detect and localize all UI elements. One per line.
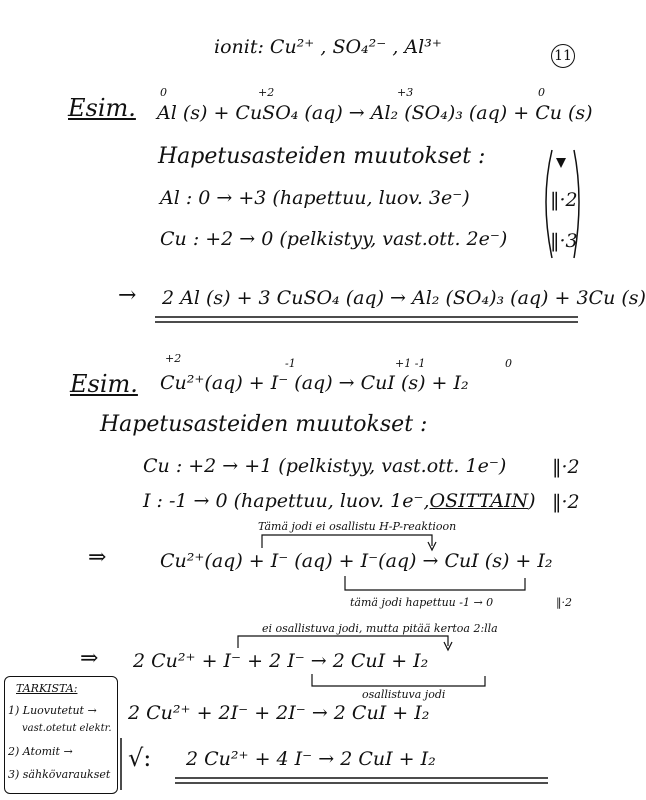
- ions-header: ionit: Cu²⁺ , SO₄²⁻ , Al³⁺: [214, 36, 442, 58]
- line-i-end: ): [528, 490, 536, 512]
- ox-cu: +2: [258, 86, 275, 99]
- example1-arrow: →: [118, 283, 137, 308]
- ox-i2-e2: 0: [505, 357, 512, 370]
- note-oxidized: tämä jodi hapettuu -1 → 0: [350, 596, 494, 609]
- step1-equation: Cu²⁺(aq) + I⁻ (aq) + I⁻(aq) → CuI (s) + I₂: [160, 550, 553, 572]
- example2-line-cu: Cu : +2 → +1 (pelkistyy, vast.ott. 1e⁻): [143, 455, 507, 477]
- note-not-participating: Tämä jodi ei osallistu H-P-reaktioon: [258, 520, 457, 533]
- example1-mult-al: ‖·2: [550, 189, 578, 211]
- example1-heading: Hapetusasteiden muutokset :: [158, 144, 486, 169]
- step2-equation: 2 Cu²⁺ + I⁻ + 2 I⁻ → 2 CuI + I₂: [133, 650, 429, 672]
- ox-al2: +3: [397, 86, 414, 99]
- ox-cu-e2: +2: [165, 352, 182, 365]
- line-i-osittain: OSITTAIN: [429, 490, 529, 512]
- step1-arrow: ⇒: [88, 545, 107, 570]
- example2-label: Esim.: [70, 370, 138, 398]
- example1-label: Esim.: [68, 94, 136, 122]
- bracket-right: [574, 150, 579, 258]
- example1-line-al: Al : 0 → +3 (hapettuu, luov. 3e⁻): [160, 187, 470, 209]
- checklist-title: TARKISTA:: [16, 682, 78, 695]
- checklist-item1: 1) Luovutetut →: [8, 704, 97, 717]
- ox-al: 0: [160, 86, 167, 99]
- bracket-step2-bottom: [312, 674, 485, 686]
- example2-mult-cu: ‖·2: [552, 456, 580, 478]
- checklist-item3: 3) sähkövaraukset: [8, 768, 111, 781]
- check-mark-icon: [556, 158, 566, 168]
- note-mult: ‖·2: [556, 596, 572, 609]
- example2-heading: Hapetusasteiden muutokset :: [100, 412, 428, 437]
- final-equation: 2 Cu²⁺ + 4 I⁻ → 2 CuI + I₂: [186, 748, 436, 770]
- note-participating: osallistuva jodi: [362, 688, 446, 701]
- page-number: 11: [551, 44, 575, 68]
- example1-reaction: Al (s) + CuSO₄ (aq) → Al₂ (SO₄)₃ (aq) + Cu (s): [157, 102, 593, 124]
- bracket-bottom: [345, 576, 525, 590]
- bracket-left: [546, 150, 552, 258]
- example2-mult-i: ‖·2: [552, 491, 580, 513]
- step2-arrow: ⇒: [80, 646, 99, 671]
- note-multiply-two: ei osallistuva jodi, mutta pitää kertoa 2:lla: [262, 622, 498, 635]
- checklist-item2: 2) Atomit →: [8, 745, 73, 758]
- example2-reaction: Cu²⁺(aq) + I⁻ (aq) → CuI (s) + I₂: [160, 372, 469, 394]
- example1-mult-cu: ‖·3: [550, 230, 578, 252]
- step3-equation: 2 Cu²⁺ + 2I⁻ + 2I⁻ → 2 CuI + I₂: [128, 702, 430, 724]
- bracket-step2-top: [238, 636, 448, 648]
- final-check: √:: [128, 744, 152, 772]
- bracket-top: [262, 535, 432, 548]
- example1-balanced: 2 Al (s) + 3 CuSO₄ (aq) → Al₂ (SO₄)₃ (aq) + 3Cu (s): [162, 287, 646, 309]
- ox-cui-e2: +1 -1: [395, 357, 426, 370]
- ox-cu2: 0: [538, 86, 545, 99]
- example1-line-cu: Cu : +2 → 0 (pelkistyy, vast.ott. 2e⁻): [160, 228, 508, 250]
- ox-i-e2: -1: [285, 357, 296, 370]
- checklist-item1b: vast.otetut elektr.: [22, 723, 112, 734]
- line-i-start: I : -1 → 0 (hapettuu, luov. 1e⁻,: [143, 490, 430, 512]
